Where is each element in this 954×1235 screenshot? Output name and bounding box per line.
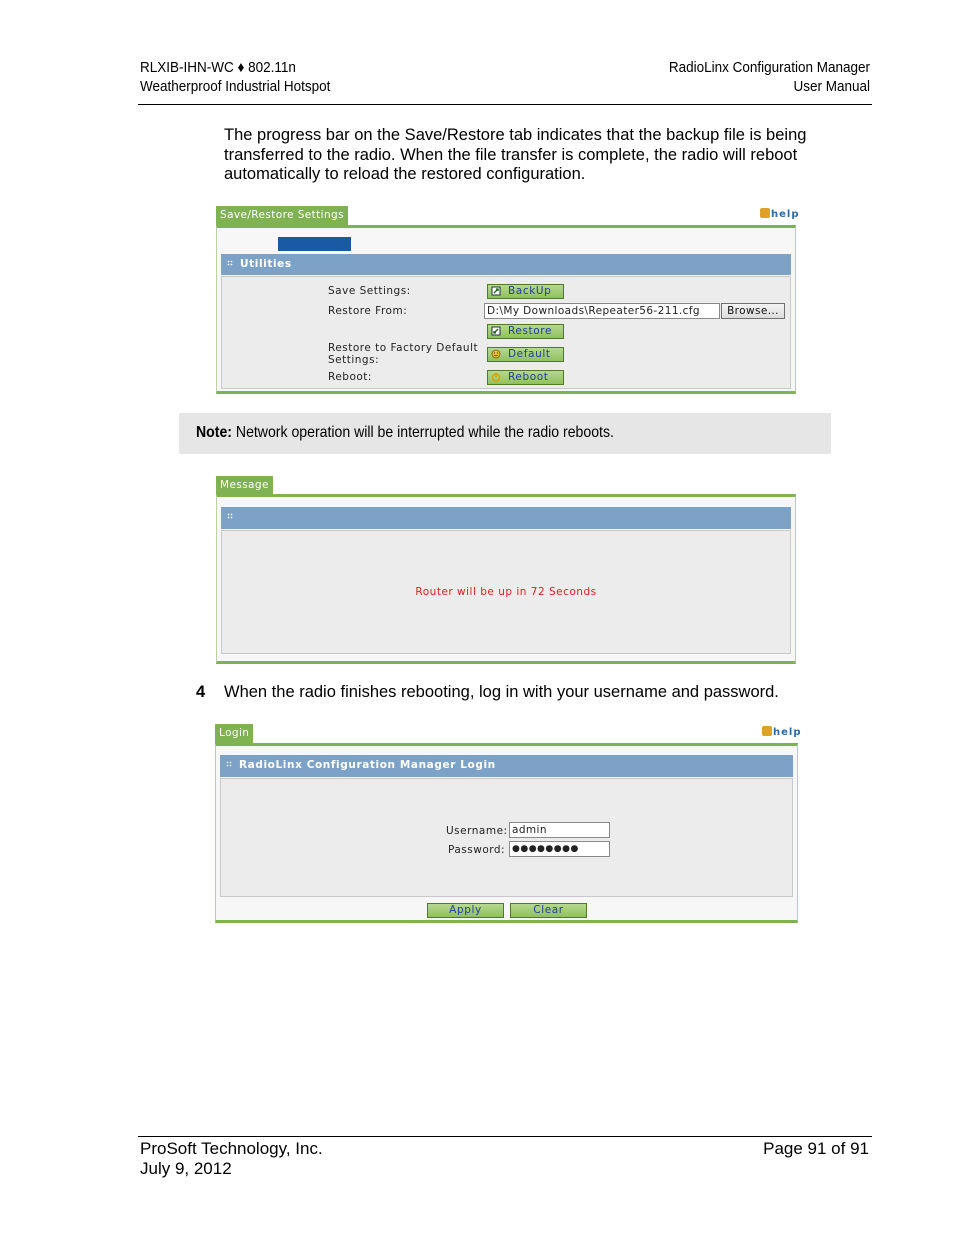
- default-button[interactable]: [487, 347, 564, 362]
- header-left: [140, 58, 410, 96]
- backup-button[interactable]: [487, 284, 564, 299]
- password-input[interactable]: ●●●●●●●●: [509, 841, 610, 857]
- restore-button[interactable]: [487, 324, 564, 339]
- header-rule: [138, 104, 872, 105]
- grid-icon: [227, 260, 233, 266]
- step-text: When the radio finishes rebooting, log in with your username and password.: [224, 683, 779, 701]
- header-product: RLXIB-IHN-WC ♦ 802.11n: [140, 59, 296, 76]
- reboot-countdown-message: Router will be up in 72 Seconds: [415, 586, 597, 598]
- login-title: RadioLinx Configuration Manager Login: [239, 759, 496, 771]
- message-panel: [216, 494, 796, 664]
- username-label: Username:: [446, 825, 508, 837]
- apply-button[interactable]: Apply: [427, 903, 504, 918]
- power-icon: [491, 372, 501, 382]
- restore-from-label: Restore From:: [328, 305, 408, 317]
- username-input[interactable]: admin: [509, 822, 610, 838]
- smiley-icon: [491, 349, 501, 359]
- utilities-title: Utilities: [240, 258, 292, 270]
- intro-paragraph: The progress bar on the Save/Restore tab indicates that the backup file is being transferred to the radio. When the file transfer is complete, the radio will reboot automatically to reload the restored configuration.: [224, 126, 807, 184]
- reboot-button[interactable]: [487, 370, 564, 385]
- backup-label: BackUp: [508, 285, 552, 297]
- reboot-button-label: Reboot: [508, 371, 549, 383]
- help-icon: [760, 208, 770, 218]
- help-link[interactable]: [760, 208, 800, 220]
- header-right: [582, 58, 870, 96]
- restore-file-input[interactable]: D:\My Downloads\Repeater56-211.cfg: [484, 303, 720, 319]
- login-body: [220, 778, 793, 897]
- login-title-bar: [220, 755, 793, 777]
- tab-message[interactable]: Message: [216, 476, 273, 495]
- save-settings-label: Save Settings:: [328, 285, 411, 297]
- help-label: help: [771, 209, 800, 220]
- login-panel: [215, 743, 798, 923]
- footer-company: ProSoft Technology, Inc.: [140, 1139, 323, 1158]
- grid-icon: [227, 513, 233, 519]
- footer-date: July 9, 2012: [140, 1159, 232, 1178]
- footer-rule: [138, 1136, 872, 1137]
- factory-default-label: Restore to Factory Default Settings:: [328, 342, 479, 366]
- clear-button[interactable]: Clear: [510, 903, 587, 918]
- utilities-body: [221, 276, 791, 389]
- progress-bar: [278, 237, 351, 251]
- header-product-desc: Weatherproof Industrial Hotspot: [140, 78, 331, 95]
- utilities-title-bar: [221, 254, 791, 275]
- browse-button[interactable]: Browse...: [721, 303, 785, 319]
- message-body: [221, 530, 791, 654]
- header-doc-title: RadioLinx Configuration Manager: [668, 59, 870, 76]
- progress-track: [278, 237, 279, 251]
- password-label: Password:: [448, 844, 506, 856]
- tab-save-restore-settings[interactable]: Save/Restore Settings: [216, 206, 348, 225]
- footer-left: [140, 1139, 323, 1179]
- backup-icon: [491, 286, 501, 296]
- note-text: Network operation will be interrupted while the radio reboots.: [231, 424, 614, 441]
- restore-label: Restore: [508, 325, 553, 337]
- note-box: [179, 413, 831, 454]
- default-label: Default: [508, 348, 551, 360]
- restore-icon: [491, 326, 501, 336]
- help-link[interactable]: [762, 726, 802, 738]
- step-number: 4: [196, 683, 206, 701]
- footer-page-number: Page 91 of 91: [763, 1139, 869, 1158]
- help-icon: [762, 726, 772, 736]
- help-label: help: [773, 727, 802, 738]
- grid-icon: [226, 761, 232, 767]
- reboot-label: Reboot:: [328, 371, 372, 383]
- save-restore-panel: [216, 225, 796, 394]
- tab-login[interactable]: Login: [215, 724, 253, 743]
- header-doc-type: User Manual: [793, 78, 870, 95]
- message-title-bar: [221, 507, 791, 529]
- note-prefix: Note:: [196, 424, 232, 441]
